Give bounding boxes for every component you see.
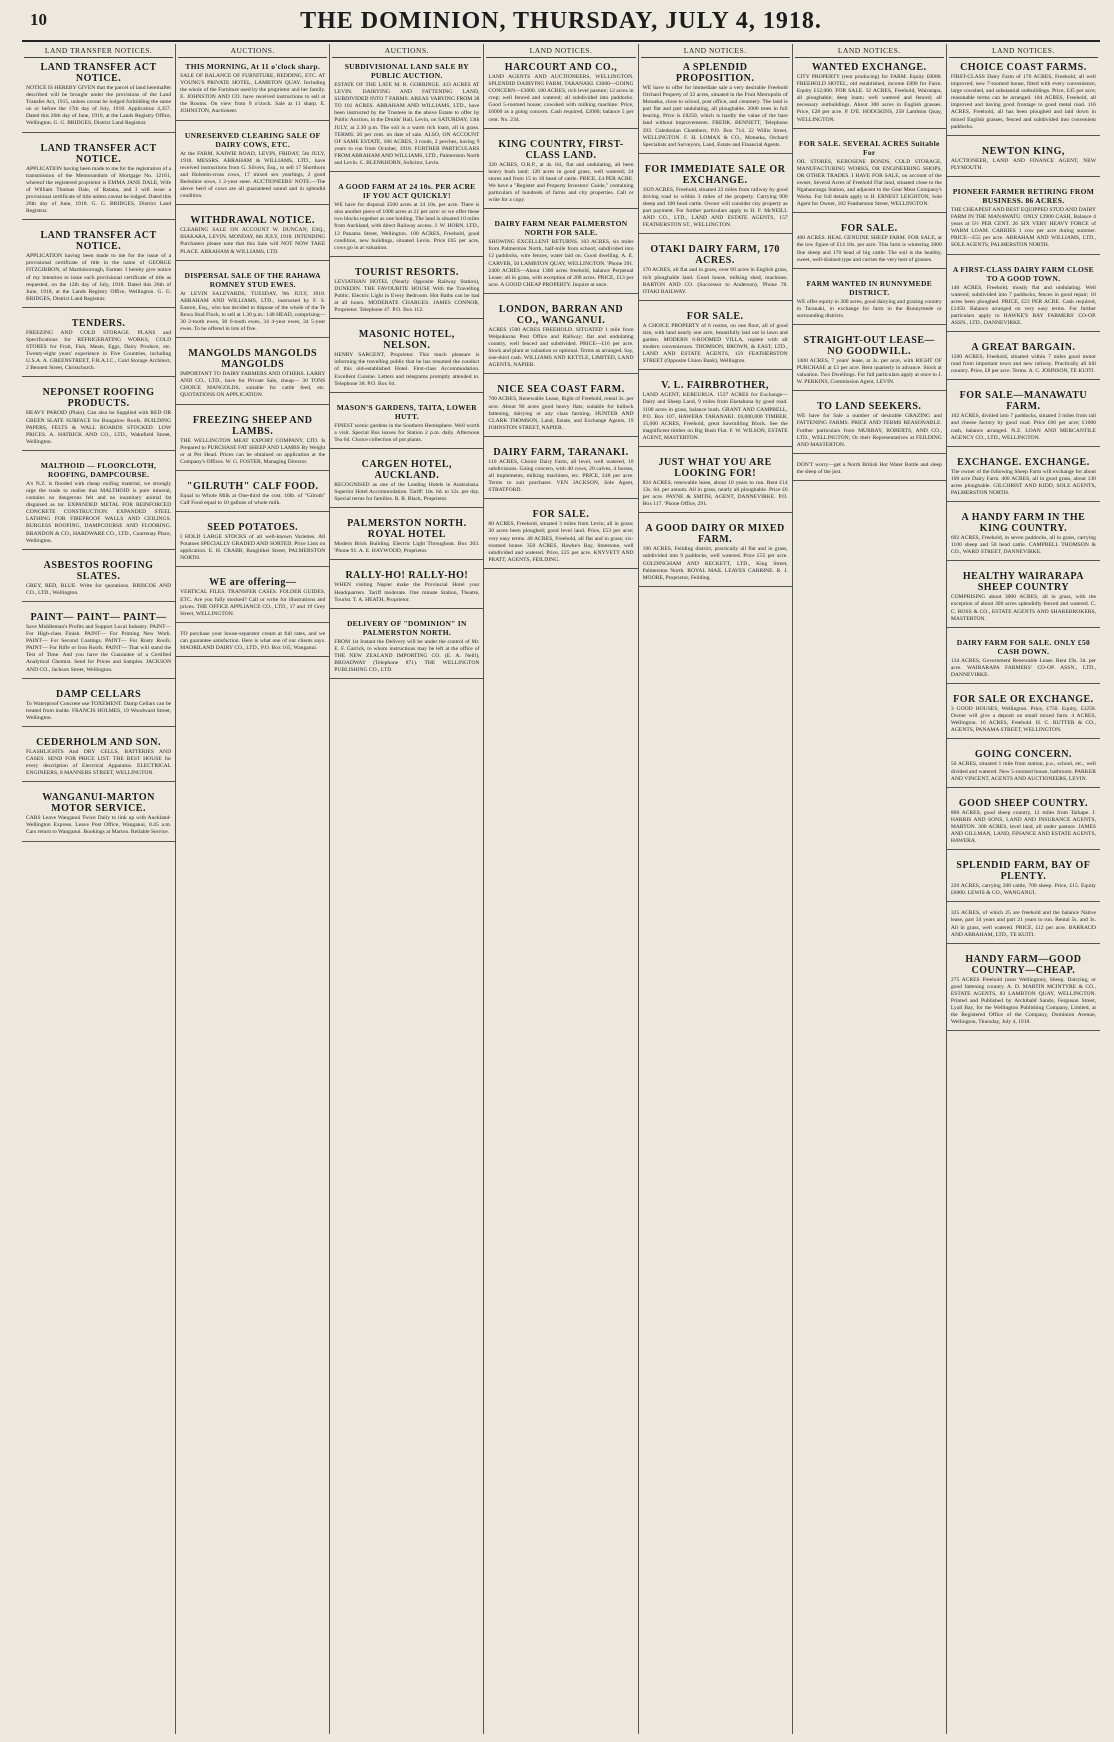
ad-body: RECOGNISED as one of the Leading Hotels in Australasia. Superior Hotel Accommodation. Tariff: 10s. 6d. to 12s. per day. Special terms for families. R. R. Black, Proprietor. — [334, 482, 480, 503]
advertisement — [951, 798, 1096, 857]
ad-divider — [947, 849, 1100, 850]
ad-divider — [330, 559, 483, 560]
ad-divider — [793, 453, 946, 454]
ad-body: I HOLD LARGE STOCKS of all well-known Varieties. All Potatoes SPECIALLY GRADED AND SORTED. Price Lists on application. E. H. CRABB, Rangitikei Street, PALMERSTON NORTH. — [180, 534, 326, 562]
ad-body: COMPRISING about 3000 ACRES, all in grass, with the exception of about 300 acres splendidly fenced and watered. C. C. ROSS & CO., ESTATE AGENTS AND SHAREBROKERS, MASTERTON. — [950, 594, 1096, 622]
advertisement — [643, 457, 788, 520]
column-5 — [638, 44, 792, 1734]
ad-body: A CHOICE PROPERTY of 6 rooms, on one floor, all of good size, with land nearly one acre, beautifully laid out in lawn and garden. MODERN 6-ROOMED VILLA, replete with all modern conveniences. THOMSON, BROWN, & EAST, LTD., LAND AND ESTATE AGENTS, 159 FEATHERSTON STREET (Opposite Union Bank), Wellington. — [642, 322, 788, 365]
ad-heading: JUST WHAT YOU ARE LOOKING FOR! — [658, 457, 772, 479]
ad-divider — [22, 549, 175, 550]
advertisement — [26, 318, 171, 385]
ad-heading: CEDERHOLM AND SON. — [36, 736, 161, 748]
ad-heading: PIONEER FARMER RETIRING FROM BUSINESS. 86 ACRES. — [952, 186, 1095, 205]
ad-heading: A GREAT BARGAIN. — [971, 342, 1076, 354]
ad-divider — [330, 318, 483, 319]
ad-divider — [947, 331, 1100, 332]
advertisement — [334, 267, 479, 326]
advertisement — [797, 139, 942, 221]
advertisement — [951, 571, 1096, 634]
ad-divider — [176, 622, 329, 623]
ad-heading: LAND TRANSFER ACT NOTICE. — [40, 142, 157, 165]
ad-divider — [947, 176, 1100, 177]
ad-heading: STRAIGHT-OUT LEASE—NO GOODWILL. — [803, 334, 936, 357]
advertisement — [951, 749, 1096, 794]
advertisement — [488, 509, 633, 576]
ad-body: ACRES 1500 ACRES FREEHOLD. SITUATED 1 mile from Weipukurau Post Office and Railway; flat and undulating country, well fenced and subdivided. PRICE—£16 per acre. Stock and plant at valuation or optional. Terms as arranged. Say, one-third cash. WILLIAMS AND KETTLE, LIMITED, LAND AGENTS, NAPIER. — [488, 326, 634, 369]
advertisement — [180, 62, 325, 128]
ad-divider — [330, 392, 483, 393]
ad-body: 824 ACRES, renewable lease, about 10 years to run. Rent £14 13s. 6d. per annum. All in grass, nearly all ploughable. Price £6 per acre. PAYNE & SMITH, AGENT, DANNEVIRKE. P.O. Box 117. 'Phone Office, 291. — [642, 480, 788, 508]
ad-divider — [793, 324, 946, 325]
advertisement — [180, 348, 325, 411]
ad-divider — [639, 233, 792, 234]
advertisement — [951, 512, 1096, 568]
ad-body: FREEZING AND COLD STORAGE. PLANS and Specifications for REFRIGERATING WORKS, COLD STORES for Fruit, Fish, Meats, Eggs, Dairy Produce, etc. Twenty-eight years' experience in Five Countries, including U.S.A. A. GREENSTREET, F.R.A.I.C., Cold Storage Architect, 2 Bennett Street, Christchurch. — [26, 329, 172, 372]
advertisement — [797, 62, 942, 136]
ad-heading: DAIRY FARM, TARANAKI. — [493, 446, 629, 458]
ad-heading: FOR IMMEDIATE SALE OR EXCHANGE. — [644, 163, 786, 186]
advertisement — [951, 694, 1096, 746]
ad-divider — [639, 512, 792, 513]
advertisement — [334, 62, 479, 179]
ad-body: 1029 ACRES, Freehold, situated 22 miles from railway by good driving road to within 3 miles of the property. Carrying 900 sheep and 100 head cattle. Owner will consider city property as part payment. For further particulars apply to H. F. McNEILL AND CO., LTD., LAND AND ESTATE AGENTS, 157 FEATHERSTON ST., WELLINGTON. — [642, 186, 788, 229]
ad-heading: GOING CONCERN. — [974, 749, 1072, 761]
ad-heading: WANTED EXCHANGE. — [811, 62, 927, 73]
ad-heading: WITHDRAWAL NOTICE. — [190, 215, 315, 227]
ad-divider — [22, 450, 175, 451]
ad-body: LEVIATHAN HOTEL (Nearly Opposite Railway Station), DUNEDIN. THE FAVOURITE HOUSE With the Travelling Public. Electric Light in Every Bedroom. Hot Baths can be had at all hours. MODERATE CHARGES. JAMES CONNOR, Proprietor. Telephone 47. P.O. Box 112. — [334, 278, 480, 314]
ad-heading: V. L. FAIRBROTHER, — [661, 380, 770, 392]
ad-divider — [484, 208, 637, 209]
advertisement — [26, 461, 171, 557]
ad-heading: HEALTHY WAIRARAPA SHEEP COUNTRY — [962, 571, 1084, 594]
ad-divider — [947, 135, 1100, 136]
ad-body: 190 ACRES, Feilding district, practically all flat and in grass, subdivided into 9 paddocks, well watered. Price £55 per acre. GOLDINGHAM AND BECKETT, LTD., King Street, Palmerston North. ROYAL MAIL LEAVES CARRINE. R. J. MOORE, Proprietor, Feilding. — [642, 546, 788, 581]
ad-heading: MASONIC HOTEL, NELSON. — [358, 329, 455, 352]
ad-divider — [947, 787, 1100, 788]
ad-divider — [22, 307, 175, 308]
ad-heading: A GOOD FARM AT 24 10s. PER ACRE IF YOU ACT QUICKLY! — [338, 182, 476, 201]
columns-container — [22, 44, 1100, 1734]
ad-heading: OTAKI DAIRY FARM, 170 ACRES. — [650, 244, 780, 267]
advertisement — [180, 481, 325, 519]
ad-divider — [947, 683, 1100, 684]
ad-body: THE WELLINGTON MEAT EXPORT COMPANY, LTD. Is Prepared to PURCHASE FAT SHEEP AND LAMBS By Weight or at Per Head. Prices can be obtained on application at the Company's Offices. W. G. FOSTER, Managing Director. — [180, 437, 326, 465]
ad-body: A's N.Z. is flooded with cheap roofing material, we strongly urge the trade to realise that MALTHOID is pure mineral, contains no dangerous felt and no insanitary animal fat disguised as tar. EXPANDED METAL FOR REINFORCED CONCRETE CONSTRUCTION. EXPANDED STEEL LATHING FOR FIREPROOF WALLS AND CEILINGS. BURGESS ROOFING, DAMPCOURSE AND FLOORING. BRANDON & CO., HARDWARE CO., LTD., Courtenay Place, Wellington. — [26, 480, 172, 544]
ad-body: TO purchase your house-separator cream at full rates, and we can guarantee satisfaction. Here is what one of our clients says. MAORILAND DAIRY CO., LTD., P.O. Box 165, Wanganui. — [180, 630, 326, 652]
advertisement — [334, 459, 479, 515]
ad-heading: THIS MORNING, At 11 o'clock sharp. — [185, 62, 320, 71]
advertisement — [180, 415, 325, 478]
advertisement — [488, 62, 633, 136]
ad-divider — [947, 254, 1100, 255]
ad-heading: A HANDY FARM IN THE KING COUNTRY. — [961, 512, 1086, 535]
ad-heading: A FIRST-CLASS DAIRY FARM CLOSE TO A GOOD TOWN. — [952, 264, 1094, 283]
ad-heading: NEWTON KING, — [981, 145, 1065, 157]
ad-divider — [639, 446, 792, 447]
ad-body: 110 ACRES, Choice Dairy Farm, all level, well watered, 10 subdivisions. Going concern, with 40 cows, 20 calves, 4 horses, all implements, milking machines, etc. PRICE, £48 per acre. Terms to suit purchaser. VEN JACKSON, Sole Agent, STRATFORD. — [488, 458, 634, 494]
column-header: AUCTIONS. — [178, 44, 327, 58]
ad-body: AUCTIONEER, LAND AND FINANCE AGENT, NEW PLYMOUTH. — [950, 157, 1096, 171]
page-number: 10 — [30, 10, 47, 29]
ad-divider — [639, 369, 792, 370]
ad-divider — [176, 337, 329, 338]
advertisement — [334, 570, 479, 615]
ad-body: 3 GOOD HOUSES, Wellington. Price, £750. Equity, £3250. Owner will give a deposit on small mixed farm. 4 ACRES, Wellington. 16 ACRES, Freehold. H. C. RUTTER & CO., AGENTS, PANAMA STREET, WELLINGTON. — [950, 706, 1096, 734]
ad-body: WE have for disposal 2500 acres at 24 10s. per acre. There is also another piece of 1000 acres at 21 per acre: or we offer these two blocks together as one holding. The land is situated 10 miles from Auckland, with direct Railway access. J. W. HORN, LTD., 12 Panama Street, Wellington. 100 ACRES, Freehold, good condition, new buildings, situated Levin. Price £65 per acre, cows go in at valuation. — [334, 202, 480, 251]
ad-divider — [793, 212, 946, 213]
ad-body: To Waterproof Concrete use TOXEMENT. Damp Cellars can be treated from inside. FRANCIS HOLMES, 19 Woodward Street, Wellington. — [26, 700, 172, 721]
ad-heading: NICE SEA COAST FARM. — [497, 384, 625, 396]
ad-heading: WE are offering— — [209, 577, 297, 589]
advertisement — [180, 631, 325, 664]
ad-divider — [639, 153, 792, 154]
ad-body: 700 ACRES, Renewable Lease, Right of Freehold, rental 3s. per acre. About 90 acres good heavy flats; suitable for bullock fattening, dairying or any class farming. HUNTER AND CLARK THOMSON, Land, Estate, and Exchange Agents, 19 JOHNSTON STREET, NAPIER. — [488, 396, 634, 431]
ad-divider — [793, 268, 946, 269]
column-2 — [175, 44, 329, 1734]
column-1 — [22, 44, 175, 1734]
ad-body: 320 ACRES, O.R.P., at 4s. 6d., flat and undulating, all been heavy bush land; 120 acres in good grass, well watered; 24 stores and from 15 to 18 head of cattle. PRICE, £4 PER ACRE. We have a "Register and Property Investors' Guide," containing particulars of hundreds of farms and city properties. Call or write for a copy. — [488, 161, 634, 204]
column-header: LAND NOTICES. — [795, 44, 944, 58]
ad-heading: DAIRY FARM NEAR PALMERSTON NORTH FOR SALE. — [494, 219, 628, 238]
ad-divider — [484, 293, 637, 294]
advertisement — [334, 329, 479, 399]
masthead — [22, 6, 1100, 42]
advertisement — [26, 792, 171, 848]
column-4 — [483, 44, 637, 1734]
ad-divider — [176, 404, 329, 405]
advertisement — [643, 380, 788, 454]
ad-heading: SEED POTATOES. — [207, 522, 299, 534]
ad-heading: FOR SALE OR EXCHANGE. — [953, 694, 1094, 706]
advertisement — [797, 335, 942, 398]
advertisement — [488, 384, 633, 443]
ad-divider — [330, 678, 483, 679]
column-7 — [946, 44, 1100, 1734]
ad-heading: FOR SALE—MANAWATU FARM. — [959, 390, 1088, 413]
advertisement — [334, 182, 479, 264]
ad-divider — [22, 841, 175, 842]
column-header: LAND NOTICES. — [486, 44, 635, 58]
advertisement — [951, 457, 1096, 509]
ad-body: 80 ACRES, Freehold, situated 3 miles from Levin; all in grass; 30 acres been ploughed; good level land. Price, £53 per acre; very easy terms. 48 ACRES, Freehold, all flat and in grass; six-roomed house. 350 ACRES, Hawke's Bay, limestone, well subdivided and watered. Price, £25 per acre. KNYVETT AND PRATT, AGENTS, FEILDING. — [488, 521, 634, 563]
advertisement — [26, 689, 171, 734]
ad-heading: EXCHANGE. EXCHANGE. — [957, 456, 1090, 468]
ad-heading: PAINT— PAINT— PAINT— — [30, 611, 167, 623]
ad-heading: A GOOD DAIRY OR MIXED FARM. — [645, 523, 785, 546]
advertisement — [951, 954, 1096, 1039]
ad-divider — [484, 128, 637, 129]
ad-body: CITY PROPERTY (rent producing) for FARM. Equity £8000. FREEHOLD HOTEL, old established, income £890 for Farm. Equity £12,000. FOR SALE. 32 ACRES, Freehold, Wairarapa, all ploughable; deep loam; well watered and fenced; all necessary outbuildings. About 300 acres in English grasses. Price, £28 per acre. P. D'E. HODGKINS, 258 Lambton Quay, WELLINGTON. — [796, 74, 942, 123]
ad-body: VERTICAL FILES. TRANSFER CASES. FOLDER GUIDES, ETC. Are you fully stocked? Call or write for illustrations and prices. THE OFFICE APPLIANCE CO., LTD., 17 and 19 Grey Street, WELLINGTON. — [180, 589, 326, 617]
advertisement — [951, 910, 1096, 950]
newspaper-title: THE DOMINION, THURSDAY, JULY 4, 1918. — [300, 8, 822, 34]
ad-body: Modern Brick Building. Electric Light Throughout. Box 203. 'Phone 91. A. E. HAYWOOD, Proprietor. — [334, 541, 480, 555]
ad-heading: FOR SALE. SEVERAL ACRES Suitable For — [798, 138, 940, 157]
ad-divider — [947, 446, 1100, 447]
ad-heading: MASON'S GARDENS, TAITA, LOWER HUTT. — [336, 402, 477, 421]
ad-divider — [947, 943, 1100, 944]
ad-body: 275 ACRES Freehold (near Wellington), Sheep, Dairying, or good fattening country. A. D. MARTIN MCINTYRE & CO., ESTATE AGENTS, 83 LAMBTON QUAY, WELLINGTON. Printed and Published by Archibald Sando, Ferguson Street, Lyall Bay, for the Wellington Publishing Company, Limited, at the Registered Office of the Company, Dominion Avenue, Wellington, Thursday, July 4, 1918. — [950, 976, 1096, 1026]
advertisement — [26, 560, 171, 609]
advertisement — [643, 164, 788, 242]
advertisement — [643, 523, 788, 593]
ad-body: 50 ACRES, situated 1 mile from station, p.o., school, etc., well divided and watered. New 5-roomed house, bathroom. PARKER AND VINCENT, AGENTS AND AUCTIONEERS, LEVIN. — [950, 761, 1096, 782]
ad-divider — [176, 566, 329, 567]
ad-divider — [793, 480, 946, 481]
ad-heading: DISPERSAL SALE OF THE RAHAWA ROMNEY STUD EWES. — [184, 270, 321, 289]
ad-body: WE have to offer for immediate sale a very desirable Freehold Orchard Property of 32 acres, situated in the Fruit Metropolis of Motueka, close to school, post office, and creamery. The land is part flat and part undulating, all ploughable. 2000 trees in full bearing. Price is £8250, which is hardly the value of the bare land without improvements. FREDK. BENNETT, Telephone 393. Caledonian Chambers, P.O. Box 714. 22 Willis Street, WELLINGTON. F. H. LOMAX & CO., Motueka, Orchard Specialists and Surveyors, Land, Estate and Financial Agents. — [642, 85, 788, 148]
ad-divider — [22, 376, 175, 377]
advertisement — [643, 311, 788, 378]
ad-body: Equal to Whole Milk at One-third the cost. 10lb. of "Gilruth" Calf Food equal to 10 gallons of whole milk. — [180, 492, 326, 506]
ad-body: WHEN visiting Napier make the Provincial Hotel your Headquarters. Tariff moderate. One minute Station, Theatre, Tourist. T. A. HEATH, Proprietor. — [334, 582, 480, 603]
advertisement — [26, 612, 171, 686]
ad-heading: HANDY FARM—GOOD COUNTRY—CHEAP. — [965, 953, 1082, 976]
column-header: LAND NOTICES. — [949, 44, 1098, 58]
ad-heading: NEPONSET ROOFING PRODUCTS. — [42, 387, 155, 410]
ad-heading: MANGOLDS MANGOLDS MANGOLDS — [188, 348, 318, 371]
advertisement — [26, 737, 171, 789]
advertisement — [26, 62, 171, 140]
ad-body: ESTATE OF THE LATE M. R. GORRINGE. 433 ACRES AT LEVIN. DAIRYING AND FATTENING LAND, SUBDIVIDED INTO 7 FARMS. AREAS VARYING FROM 38 TO 101 ACRES. ABRAHAM AND WILLIAMS, LTD., have been instructed by the Trustees in the above Estate to offer by Public Auction, in the Druids' Hall, Levin, on SATURDAY, 13th JULY, at 2.30 p.m. The soil is a warm rich loam, all in grass. TERMS: 20 per cent. on date of sale. ALSO, ON ACCOUNT OF SAME ESTATE, 186 ACRES, 3 roods, 2 perches, having 9 years to run from October, 1918. FURTHER PARTICULARS FROM ABRAHAM AND WILLIAMS, LTD., Palmerston North and Levin. C. BLENKHORN, Solicitor, Levin. — [334, 82, 480, 167]
ad-heading: MALTHOID — FLOORCLOTH, ROOFING, DAMPCOURSE. — [40, 460, 157, 479]
advertisement — [951, 342, 1096, 387]
ad-body: 400 ACRES. REAL GENUINE SHEEP FARM. FOR SALE, at the low figure of £14 10s. per acre. This farm is wintering 2000 fine sheep and 170 head of big cattle. The soil is the healthy, sweet, well-drained type and carries the very best of grasses. — [796, 235, 942, 263]
ad-divider — [330, 507, 483, 508]
ad-body: 1500 ACRES, Freehold, situated within 7 miles good motor road from important town and new railway. Practically all hill country. Price, £8 per acre. Terms. A. C. JOHNSON, TE KUITI. — [950, 354, 1096, 375]
column-6 — [792, 44, 946, 1734]
ad-heading: DAMP CELLARS — [55, 688, 142, 700]
ad-heading: UNRESERVED CLEARING SALE OF DAIRY COWS, ETC. — [184, 130, 321, 149]
ad-divider — [947, 560, 1100, 561]
ad-heading: FOR SALE. — [532, 509, 590, 521]
advertisement — [951, 62, 1096, 143]
ad-body: NOTICE IS HEREBY GIVEN that the parcel of land hereinafter described will be brought under the provisions of the Land Transfer Act, 1915, unless caveat be lodged forbidding the same on or before the 17th day of July, 1918. Application 4,357. Dated this 26th day of June, 1918, at the Lands Registry Office, Wellington. G. G. BRIDGES, District Land Registrar. — [26, 85, 172, 127]
ad-heading: "GILRUTH" CALF FOOD. — [186, 480, 319, 492]
ad-heading: LAND TRANSFER ACT NOTICE. — [40, 230, 157, 253]
ad-body: THE CHEAPEST AND BEST EQUIPPED STUD AND DAIRY FARM IN THE MANAWATU. ONLY £3900 CASH, Balance 4 years at 5½ PER CENT. 26 SIX VERY HEAVY FORCE of WARM LOAM. CARRIES 1 cow per acre during summer. PRICE—£55 per acre. ABRAHAM AND WILLIAMS, LTD., SOLE AGENTS, PALMERSTON NORTH. — [950, 206, 1096, 249]
ad-heading: FOR SALE. — [686, 310, 744, 322]
ad-divider — [22, 781, 175, 782]
ad-body: IMPORTANT TO DAIRY FARMERS AND OTHERS. LARRY AND CO., LTD., have for Private Sale, cheap— 30 TONS CHOICE MANGOLDS, suitable for cattle feed, etc. QUOTATIONS ON APPLICATION. — [180, 371, 326, 399]
ad-body: At LEVIN SALEYARDS, TUESDAY, 9th JULY, 1918. ABRAHAM AND WILLIAMS, LTD., instructed by F. S. Easton, Esq., who has decided to dispose of the whole of the Te Rewa Stud Flock, to sell at 1.30 p.m.: 148 HEAD, comprising— 30 2-tooth ewes, 30 6-tooth ewes, 34 4-year ewes, 34 5-year ewes. To be offered in lots of five. — [180, 290, 326, 333]
advertisement — [488, 447, 633, 506]
ad-divider — [22, 219, 175, 220]
ad-body: At the FARM, KAIWIE ROAD, LEVIN, FRIDAY, 5th JULY, 1918. MESSRS. ABRAHAM & WILLIAMS, LTD., have received instructions from G. Silvers, Esq., to sell 17 Shorthorn and Holstein-cross cows, 17 mixed sex yearlings, 2 good Berkshire sows, 1 2-year steer. AUCTIONEERS' NOTE.—The above herd of cows are all guaranteed sound and in splendid condition. — [180, 150, 326, 200]
ad-body: WE have for Sale a number of desirable GRAZING and FATTENING FARMS. PRICE AND TERMS REASONABLE. Further particulars from MURRAY, ROBERTS, AND CO., LTD., WELLINGTON; Or their Representatives at FEILDING AND MASTERTON. — [796, 413, 942, 448]
ad-body: 692 ACRES, Freehold, in seven paddocks, all in grass, carrying 1100 sheep and 50 head cattle. CAMPBELL THOMSON & CO., WARD STREET, DANNEVIRKE. — [950, 535, 1096, 556]
ad-body: 170 ACRES, all flat and in grass, over 60 acres in English grass, rich ploughable land. Good house, milking shed, machines. BARTON AND CO. (Successor to Anderson), 'Phone 78. OTAKI RAILWAY. — [642, 267, 788, 295]
ad-divider — [330, 608, 483, 609]
ad-heading: SPLENDID FARM, BAY OF PLENTY. — [956, 860, 1091, 883]
advertisement — [180, 522, 325, 574]
ad-body: SHOWING EXCELLENT RETURNS. 103 ACRES, six miles from Palmerston North, half-mile from school; subdivided into 12 paddocks, wire fences, water laid on. Good dwelling. A. E. CARVER, 50 LAMBTON QUAY, WELLINGTON. 'Phone 391. 2400 ACRES—About 1300 acres freehold, balance Perpetual Lease; all in grass, with exception of 200 acres. PRICE, £13 per acre. A GOOD CHEAP PROPERTY. Inquire at once. — [488, 239, 634, 288]
ad-heading: FARM WANTED IN RUNNYMEDE DISTRICT. — [806, 278, 932, 297]
ad-divider — [947, 379, 1100, 380]
ad-body: WE offer equity in 300 acres, good dairying and grazing country in Taranaki, in exchange for farm in the Runnymede or surrounding districts. — [796, 298, 942, 319]
ad-heading: FREEZING SHEEP AND LAMBS. — [192, 414, 313, 437]
ad-divider — [176, 511, 329, 512]
ad-body: FIRST-CLASS Dairy Farm of 176 ACRES, Freehold, all well improved; new 7-roomed house, fitted with every convenience, large cowshed, and substantial outbuildings. Price, £45 per acre; reasonable terms can be arranged. 104 ACRES, Freehold, all improved and having good frontage to good metal road. 116 ACRES, Freehold, all has been ploughed and laid down in mixed English grasses, fenced and subdivided into convenient paddocks. — [950, 74, 1096, 130]
ad-divider — [330, 256, 483, 257]
ad-body: FINEST scenic gardens in the Southern Hemisphere. Well worth a visit. Special Bus leaves for Station 2 p.m. daily. Afternoon Tea 6d. Choice collection of pot plants. — [334, 422, 480, 443]
ad-divider — [22, 601, 175, 602]
ad-divider — [947, 738, 1100, 739]
advertisement — [797, 462, 942, 488]
advertisement — [797, 401, 942, 460]
advertisement — [334, 403, 479, 456]
advertisement — [951, 146, 1096, 184]
ad-divider — [176, 470, 329, 471]
ad-heading: HARCOURT AND CO., — [504, 62, 618, 73]
ad-heading: TO LAND SEEKERS. — [817, 401, 922, 413]
ad-divider — [484, 436, 637, 437]
ad-body: CLEARING SALE ON ACCOUNT W. DUNCAN, ESQ., IHAKARA, LEVIN. MONDAY, 8th JULY, 1918. INTENDING Purchasers please note that this Sale will NOT NOW TAKE PLACE. ABRAHAM & WILLIAMS, LTD. — [180, 227, 326, 255]
ad-divider — [22, 726, 175, 727]
ad-heading: DAIRY FARM FOR SALE. ONLY £50 CASH DOWN. — [956, 637, 1091, 656]
ad-heading: ASBESTOS ROOFING SLATES. — [43, 559, 154, 582]
ad-body: GREY, RED, BLUE. Write for quotations. BRISCOE AND CO., LTD., Wellington. — [26, 582, 172, 596]
ad-divider — [639, 300, 792, 301]
ad-body: HEAVY PAROID (Plain). Can also be Supplied with RED OR GREEN SLATE SURFACE for Bungalow Roofs. BUILDING PAPERS, FELTS & WALL BOARDS STOCKED. LOW PRICES. A. HATRICK AND CO., LTD., Wakefield Street, Wellington. — [26, 410, 172, 445]
ad-body: Save Middleman's Profits and Support Local Industry. PAINT— For High-class Finish. PAINT— For Priming New Work. PAINT— For Second Coatings. PAINT— For Rusty Roofs. PAINT— For Rifle or Iron Roofs. PAINT— That will stand the Test of Time. And you have the Guarantee of a Certified Analytical Chemist. Send for Prices and Samples. JACKSON AND CO., Jackson Street, Wellington. — [26, 623, 172, 673]
advertisement — [180, 577, 325, 629]
ad-heading: CARGEN HOTEL, AUCKLAND. — [361, 459, 453, 481]
ad-heading: WANGANUI-MARTON MOTOR SERVICE. — [42, 792, 155, 815]
advertisement — [951, 390, 1096, 453]
ad-body: 325 ACRES, of which 25 are freehold and the balance Native lease, part 34 years and part 21 years to run. Rental 5s. and 3s. All in grass, well watered. PRICE, £12 per acre. BARRAUD AND ABRAHAM, LTD., TE KUITI. — [950, 910, 1096, 938]
ad-body: 1400 ACRES, 7 years' lease, at 3s. per acre, with RIGHT OF PURCHASE at £3 per acre. Rent quarterly in advance. Stock at valuation. Two Dwellings. For full particulars apply at once to J. W. PERKINS, Commission Agent, LEVIN. — [796, 357, 942, 386]
ad-heading: RALLY-HO! RALLY-HO! — [345, 570, 469, 582]
ad-divider — [793, 128, 946, 129]
advertisement — [180, 131, 325, 213]
advertisement — [488, 219, 633, 301]
ad-body: 220 ACRES, carrying 200 cattle, 700 sheep. Price, £15. Equity £6000. LEWIS & CO., WANGANUI. — [950, 883, 1096, 897]
advertisement — [951, 638, 1096, 691]
ad-heading: FOR SALE. — [840, 223, 898, 235]
ad-divider — [639, 586, 792, 587]
ad-divider — [330, 171, 483, 172]
ad-heading: TENDERS. — [71, 317, 126, 329]
ad-body: HENRY SARGENT, Proprietor. This much pleasure is informing the travelling public that he has resumed the conduct of this old-established Hotel. First-class Accommodation. Excellent Cuisine. Letters and telegrams promptly attended to. Telephone 38. P.O. Box 64. — [334, 352, 480, 387]
ad-divider — [176, 204, 329, 205]
ad-heading: GOOD SHEEP COUNTRY. — [958, 797, 1088, 809]
column-3 — [329, 44, 483, 1734]
ad-heading: A SPLENDID PROPOSITION. — [675, 62, 755, 84]
ad-body: FROM 1st Instant the Delivery will be under the control of Mr. E. F. Garrick, to whom instructions may be left at the office of THE NEW ZEALAND IMPORTING CO. (E. A. Neill), BROADWAY (Telephone 871). THE WELLINGTON PUBLISHING CO., LTD. — [334, 638, 480, 674]
advertisement — [26, 387, 171, 457]
advertisement — [26, 230, 171, 315]
column-header: LAND NOTICES. — [641, 44, 790, 58]
advertisement — [643, 244, 788, 307]
ad-divider — [330, 448, 483, 449]
ad-divider — [176, 656, 329, 657]
ad-divider — [484, 568, 637, 569]
ad-body: 134 ACRES, Government Renewable Lease. Rent £9s. 3d. per acre. WAIRARAPA FARMERS' CO-OP. ASSN., LTD., DANNEVIRKE. — [950, 657, 1096, 678]
advertisement — [488, 304, 633, 382]
advertisement — [951, 860, 1096, 909]
ad-divider — [176, 260, 329, 261]
advertisement — [488, 139, 633, 217]
ad-divider — [947, 501, 1100, 502]
ad-divider — [484, 373, 637, 374]
column-header: LAND TRANSFER NOTICES. — [24, 44, 173, 58]
ad-body: APPLICATION having been made to me for the issue of a provisional certificate of title in the name of GEORGE FITZGIBBON, of Martinborough, Farmer. I hereby give notice of my intention to issue such provisional certificate of title as requested, on the 12th day of July, 1918. Dated this 26th of June, 1918, at the Lands Registry Office, Wellington. G. G. BRIDGES, District Land Registrar. — [26, 253, 172, 302]
ad-divider — [947, 627, 1100, 628]
ad-body: 140 ACRES, Freehold, mostly flat and undulating. Well watered, subdivided into 7 paddocks, fences in good repair; 10 acres been ploughed. PRICE, £23 PER ACRE. Cash required, £1450. Balance arranged on very easy terms. For further particulars apply to HAWKE'S BAY FARMERS' CO-OP. ASSN., LTD., DANNEVIRKE. — [950, 284, 1096, 326]
ad-heading: PALMERSTON NORTH. ROYAL HOTEL — [347, 518, 467, 541]
ad-divider — [484, 498, 637, 499]
ad-body: LAND AGENT, KEREURUA. 1537 ACRES for Exchange—Dairy and Sheep Land, 9 miles from Eketahuna by good road. 1100 acres in grass, balance bush. GRANT AND CAMPBELL, P.O. Box 107, HAWERA TARANAKI. £6,000,000 TIMBER. 15,000 ACRES, Freehold, great Sawmilling Block. See the magnificent timber on Big Bush Flat. F. W. WILSON, ESTATE AGENT, MASTERTON. — [642, 392, 788, 441]
ad-divider — [793, 390, 946, 391]
ad-divider — [947, 901, 1100, 902]
ad-body: 102 ACRES, divided into 7 paddocks, situated 3 miles from rail and cheese factory by good road. Price £60 per acre; £1000 cash, balance arranged. N.Z. LOAN AND MERCANTILE AGENCY CO., LTD., WELLINGTON. — [950, 413, 1096, 441]
advertisement — [180, 215, 325, 267]
ad-divider — [947, 1030, 1100, 1031]
ad-heading: DELIVERY OF "DOMINION" IN PALMERSTON NORTH. — [346, 618, 467, 637]
ad-body: 800 ACRES, good sheep country, 12 miles from Taihape. J. HARRIS AND SONS, LAND AND INSURANCE AGENTS, MARTON. 300 ACRES, level land, all under pasture. JAMES AND GILLMAN, LAND, FINANCE AND ESTATE AGENTS, HAWERA. — [950, 809, 1096, 845]
ad-body: FLASHLIGHTS And DRY CELLS, BATTERIES AND CASES. SEND FOR PRICE LIST. THE BEST HOUSE for every description of Electrical Apparatus. ELECTRICAL ENGINEERS, 8 MANNERS STREET, WELLINGTON. — [26, 748, 172, 777]
ad-divider — [22, 678, 175, 679]
advertisement — [643, 62, 788, 161]
advertisement — [334, 518, 479, 567]
advertisement — [797, 223, 942, 275]
ad-heading: KING COUNTRY, FIRST-CLASS LAND. — [498, 138, 624, 161]
ad-divider — [176, 120, 329, 121]
advertisement — [951, 187, 1096, 262]
ad-body: The owner of the following Sheep Farm will exchange for about 100 acre Dairy Farm. 408 ACRES, all in good grass, about 130 acres ploughable. GILCHRIST AND KIDD, SOLE AGENTS, PALMERSTON NORTH. — [950, 468, 1096, 496]
ad-body: APPLICATION having been made to me for the registration of a transmission of the Memorandum of Mortgage No. 12161, whereof the registered proprietor is EMMA JANE DALE, Wife of William Thomas Dale, of Ratana, and I will issue a provisional certificate of title unless caveat be lodged. Dated this 26th day of June, 1918. G. G. BRIDGES, District Land Registrar. — [26, 165, 172, 215]
ad-body: SALE OF BALANCE OF FURNITURE, BEDDING, ETC. AT YOUNG'S PRIVATE HOTEL, LAMBTON QUAY. Including the whole of the Furniture used by the proprietor and her family. E. JOHNSTON AND CO. have received instructions to sell at the Rooms. On view from 9 o'clock. Sale at 11 sharp. E. JOHNSTON, Auctioneer. — [180, 73, 326, 115]
ad-heading: LONDON, BARRAN AND CO., WANGANUI. — [498, 303, 624, 326]
ad-heading: LAND TRANSFER ACT NOTICE. — [40, 62, 157, 84]
ad-heading: CHOICE COAST FARMS. — [960, 62, 1087, 73]
advertisement — [797, 279, 942, 332]
column-header: AUCTIONS. — [332, 44, 481, 58]
ad-body: LAND AGENTS AND AUCTIONEERS, WELLINGTON. SPLENDID DAIRYING FARM, TARANAKI. £3000—GOING CONCERN—£3000. 100 ACRES, rich level pasture; 12 acres in crop; well fenced and watered; all subdivided into paddocks. Good 5-roomed house; cowshed with milking machine. Price, £6000 as a going concern. Cash required, £2000; balance 5 per cent. No. 234. — [488, 74, 634, 123]
advertisement — [26, 143, 171, 228]
advertisement — [180, 271, 325, 346]
ad-divider — [22, 132, 175, 133]
advertisement — [951, 265, 1096, 340]
ad-body: OIL STORES, KEROSENE BONDS, COLD STORAGE, MANUFACTURING WORKS, OR ENGINEERING SHOPS, OR OTHER TRADES. I HAVE FOR SALE, on account of the owner, Several Acres of Freehold Flat land, situated close to the Ngahauranga Station, and adjacent to the Gear Meat Company's Works. For full details apply to H. ERNEST LEIGHTON, Sole Agent for Owner, 182 Featherston Street, WELLINGTON. — [796, 158, 942, 208]
ad-body: DON'T worry—get a North British Hot Water Bottle and sleep the sleep of the just. — [796, 461, 942, 475]
advertisement — [334, 619, 479, 686]
ad-body: CARS Leave Wanganui Twice Daily to link up with Auckland-Wellington Express. Leave Post Office, Wanganui, 8.45 a.m. Cars return to Wanganui. Bookings at Marton. Reliable Service. — [26, 815, 172, 836]
ad-heading: SUBDIVISIONAL LAND SALE BY PUBLIC AUCTION. — [344, 62, 469, 80]
ad-heading: TOURIST RESORTS. — [354, 266, 459, 278]
